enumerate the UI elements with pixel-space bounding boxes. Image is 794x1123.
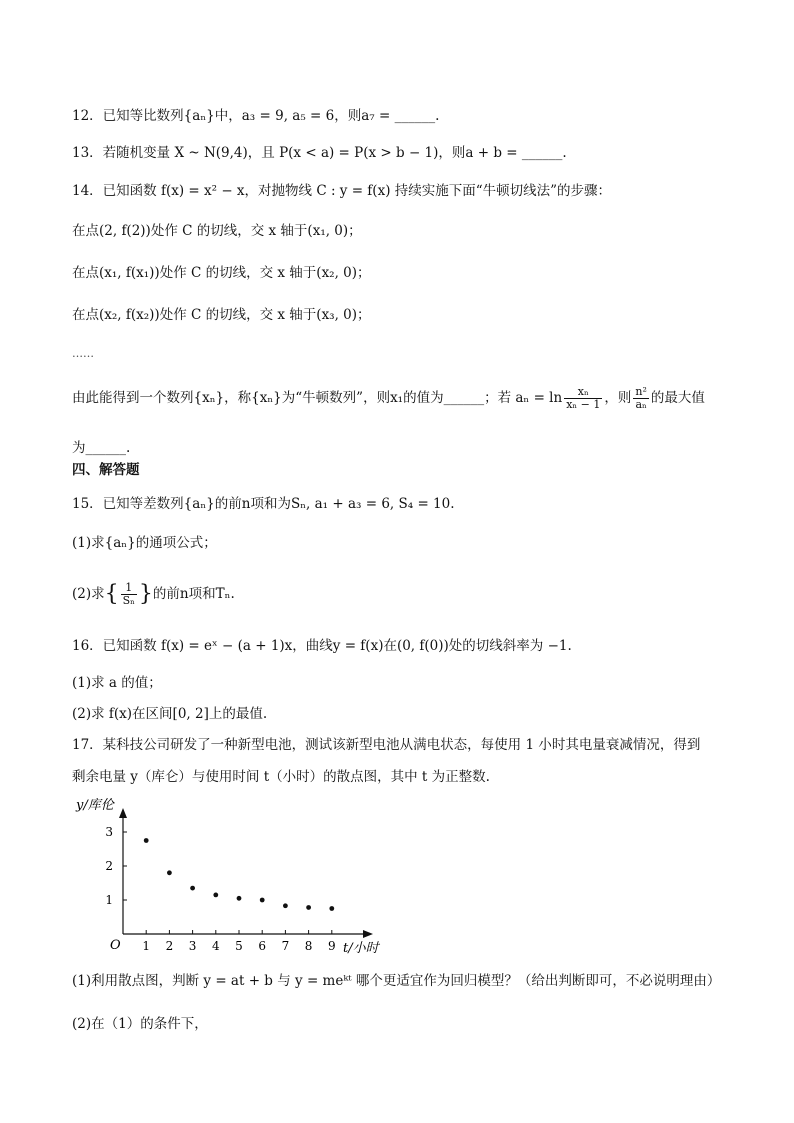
fraction-numerator: 1 (121, 582, 137, 595)
fraction-numerator: xₙ (564, 386, 602, 399)
question-14-conclusion (72, 386, 705, 411)
x-axis-arrow (363, 930, 373, 938)
data-point (190, 886, 195, 891)
question-17-line-2: 剩余电量 y（库仑）与使用时间 t（小时）的散点图，其中 t 为正整数. (72, 769, 490, 785)
x-tick-label: 3 (188, 939, 197, 953)
ellipsis: …… (72, 347, 94, 360)
data-point (167, 870, 172, 875)
fraction-xn (564, 386, 602, 411)
question-15-part-1: (1)求{aₙ}的通项公式； (72, 535, 217, 551)
fraction-1-over-sn (121, 582, 137, 607)
question-17-part-1: (1)利用散点图，判断 y = at + b 与 y = meᵏᵗ 哪个更适宜作为回归模型？（给出判断即可，不必说明理由） (72, 973, 721, 989)
section-heading: 四、解答题 (72, 462, 140, 478)
fraction-numerator: n² (635, 385, 647, 398)
question-16: 16．已知函数 f(x) = eˣ − (a + 1)x，曲线y = f(x)在(0, f(0))处的切线斜率为 −1. (72, 638, 572, 654)
question-15: 15．已知等差数列{aₙ}的前n项和为Sₙ, a₁ + a₃ = 6, S₄ = 10. (72, 496, 455, 512)
x-tick-label: 2 (165, 939, 174, 953)
data-point (283, 903, 288, 908)
question-16-part-1: (1)求 a 的值； (72, 675, 162, 691)
question-13: 13．若随机变量 X ~ N(9,4)，且 P(x < a) = P(x > b − 1)，则a + b = ______. (72, 145, 567, 161)
x-tick-label: 7 (281, 939, 290, 953)
origin-label: O (110, 938, 121, 953)
x-tick-label: 1 (142, 939, 151, 953)
data-point (329, 906, 334, 911)
fraction-denominator: xₙ − 1 (566, 398, 601, 411)
fraction-denominator: Sₙ (122, 594, 135, 607)
x-axis-label: t/小时 (343, 941, 379, 956)
x-tick-label: 9 (327, 939, 336, 953)
y-tick-label: 1 (105, 893, 113, 907)
question-14-last-line: 为______. (72, 440, 131, 456)
x-tick-label: 6 (258, 939, 267, 953)
data-point (237, 896, 242, 901)
fraction-n2-an (633, 386, 649, 411)
x-tick-label: 5 (235, 939, 243, 953)
x-tick-label: 4 (211, 939, 220, 953)
fraction-denominator: aₙ (635, 398, 647, 411)
right-brace: } (138, 581, 153, 607)
question-15-part-2 (72, 582, 235, 607)
data-point (144, 838, 149, 843)
question-14-step-1: 在点(2, f(2))处作 C 的切线，交 x 轴于(x₁, 0)； (72, 223, 362, 239)
question-16-part-2: (2)求 f(x)在区间[0, 2]上的最值. (72, 706, 268, 722)
part-2-text-a: (2)求 (72, 586, 105, 602)
y-tick-label: 2 (105, 859, 113, 873)
data-point (260, 898, 265, 903)
left-brace: { (104, 581, 119, 607)
question-14-step-2: 在点(x₁, f(x₁))处作 C 的切线，交 x 轴于(x₂, 0)； (72, 265, 371, 281)
y-axis-arrow (119, 808, 127, 818)
question-12: 12．已知等比数列{aₙ}中，a₃ = 9, a₅ = 6，则a₇ = ______. (72, 108, 440, 124)
x-tick-label: 8 (304, 939, 313, 953)
part-2-text-b: 的前n项和Tₙ. (152, 586, 235, 602)
conclusion-text-b: ，则 (604, 390, 632, 406)
data-point (306, 905, 311, 910)
conclusion-text-a: 由此能得到一个数列{xₙ}，称{xₙ}为“牛顿数列”，则x₁的值为______；若 aₙ = ln (72, 390, 563, 406)
scatter-chart (70, 792, 400, 960)
data-point (213, 893, 218, 898)
question-14-intro: 14．已知函数 f(x) = x² − x，对抛物线 C : y = f(x) 持续实施下面“牛顿切线法”的步骤： (72, 183, 612, 199)
question-17-line-1: 17．某科技公司研发了一种新型电池，测试该新型电池从满电状态，每使用 1 小时其电量衰减情况，得到 (72, 737, 701, 753)
question-14-step-3: 在点(x₂, f(x₂))处作 C 的切线，交 x 轴于(x₃, 0)； (72, 307, 371, 323)
y-tick-label: 3 (105, 825, 113, 839)
y-axis-label: y/库伦 (76, 798, 114, 813)
question-17-part-2: (2)在（1）的条件下， (72, 1016, 208, 1032)
conclusion-text-c: 的最大值 (650, 390, 705, 406)
